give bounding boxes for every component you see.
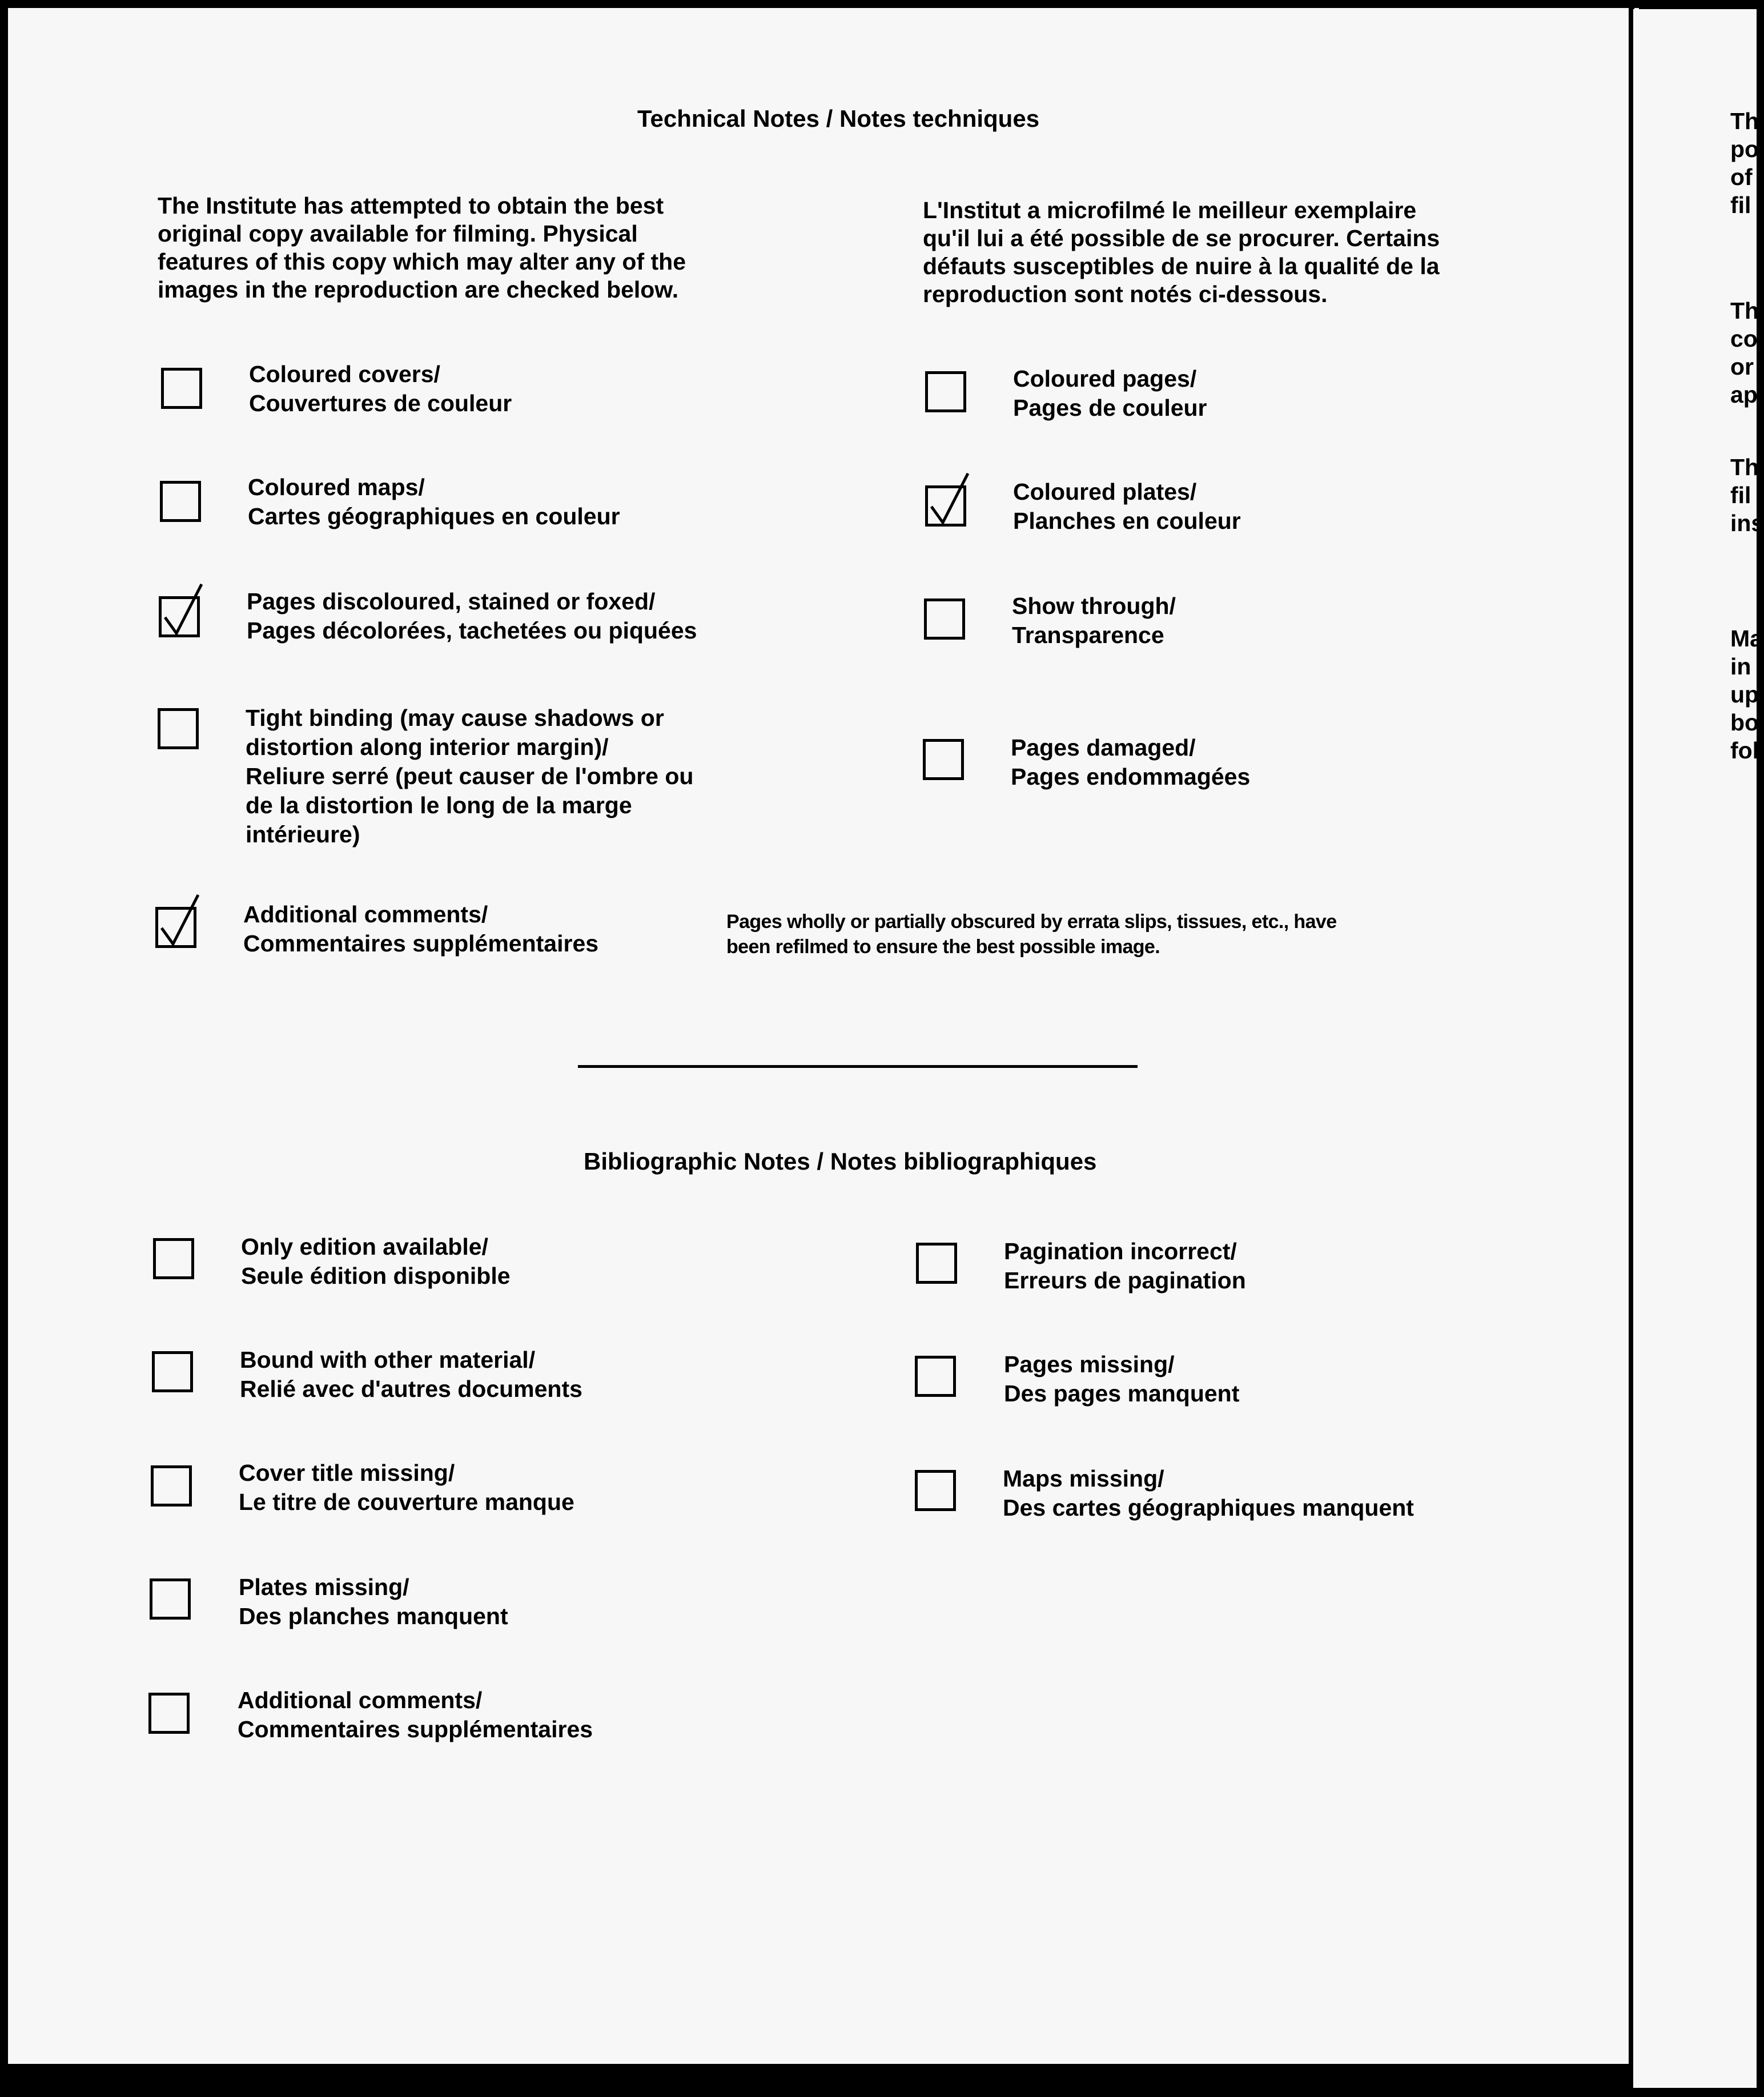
fragment-block: Th fil ins [1730,454,1764,536]
checkbox-pages-damaged[interactable] [923,739,964,780]
label-additional-comments-bibliographic: Additional comments/ Commentaires supplémentaires [238,1687,593,1742]
adjacent-page-fragment [1633,9,1764,2088]
label-coloured-covers: Coloured covers/ Couvertures de couleur [249,361,512,416]
label-pages-missing: Pages missing/ Des pages manquent [1004,1351,1240,1407]
intro-french: L'Institut a microfilmé le meilleur exemplaire qu'il lui a été possible de se procurer. Certains défauts susceptibles de nuire à la qualité de la reproduction sont notés ci-dessous. [923,197,1440,307]
label-coloured-maps: Coloured maps/ Cartes géographiques en couleur [248,474,620,529]
intro-english: The Institute has attempted to obtain the best original copy available for filming. Physical features of this copy which may alter any of the images in the reproduction are checked below. [158,192,686,303]
checkmark-icon [159,582,207,639]
checkmark-icon [156,893,204,950]
label-additional-comments-technical: Additional comments/ Commentaires supplémentaires [243,901,599,957]
bibliographic-notes-heading: Bibliographic Notes / Notes bibliographiques [584,1148,1097,1175]
section-divider [578,1065,1138,1068]
label-maps-missing: Maps missing/ Des cartes géographiques manquent [1003,1465,1414,1521]
checkbox-bound-with-other[interactable] [152,1351,193,1392]
technical-notes-heading: Technical Notes / Notes techniques [637,105,1040,132]
checkbox-additional-comments-technical[interactable] [155,907,196,948]
checkbox-coloured-maps[interactable] [160,481,201,522]
fragment-block: Ma in up bo fol [1730,625,1763,764]
label-show-through: Show through/ Transparence [1012,593,1176,648]
label-cover-title-missing: Cover title missing/ Le titre de couverture manque [239,1460,574,1515]
label-pages-discoloured: Pages discoloured, stained or foxed/ Pages décolorées, tachetées ou piquées [247,588,697,644]
label-coloured-pages: Coloured pages/ Pages de couleur [1013,365,1207,421]
additional-comments-text: Pages wholly or partially obscured by errata slips, tissues, etc., have been refilmed to ensure the best possible image. [726,911,1337,958]
fragment-block: Th po of fil [1730,108,1759,218]
label-coloured-plates: Coloured plates/ Planches en couleur [1013,479,1241,534]
checkbox-tight-binding[interactable] [158,708,199,749]
checkbox-show-through[interactable] [924,598,965,640]
label-pagination-incorrect: Pagination incorrect/ Erreurs de pagination [1004,1238,1246,1293]
checkbox-additional-comments-bibliographic[interactable] [148,1693,190,1734]
checkbox-maps-missing[interactable] [915,1470,956,1511]
checkbox-pages-missing[interactable] [915,1356,956,1397]
checkbox-plates-missing[interactable] [150,1578,191,1620]
checkbox-coloured-covers[interactable] [161,368,202,409]
label-only-edition: Only edition available/ Seule édition disponible [241,1234,511,1289]
label-plates-missing: Plates missing/ Des planches manquent [239,1574,508,1629]
checkbox-cover-title-missing[interactable] [151,1465,192,1507]
checkbox-coloured-plates[interactable] [925,485,966,527]
label-bound-with-other: Bound with other material/ Relié avec d'autres documents [240,1347,582,1402]
checkmark-icon [926,471,974,528]
label-tight-binding: Tight binding (may cause shadows or distortion along interior margin)/ Reliure serré (peut causer de l'ombre ou de la distortion le long de la marge intérieure) [246,705,694,847]
fragment-block: Th co or ap [1730,298,1759,408]
label-pages-damaged: Pages damaged/ Pages endommagées [1011,734,1251,790]
checkbox-pagination-incorrect[interactable] [916,1243,957,1284]
checkbox-only-edition[interactable] [153,1238,194,1279]
technical-notes-page [8,8,1639,2064]
checkbox-coloured-pages[interactable] [925,371,966,412]
checkbox-pages-discoloured[interactable] [159,596,200,637]
